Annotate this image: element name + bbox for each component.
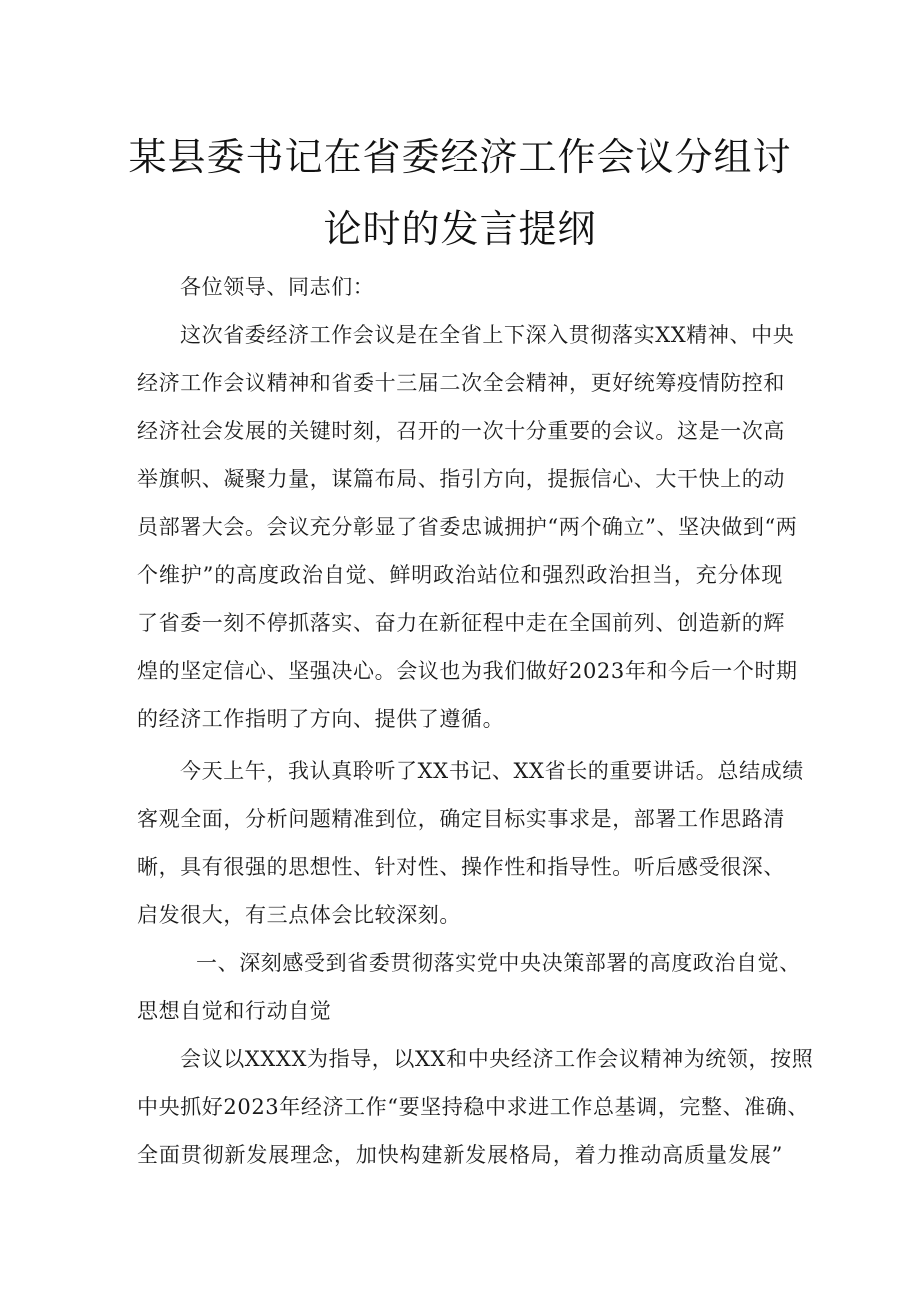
salutation: 各位领导、同志们： (180, 275, 375, 299)
document-title-line-2: 论时的发言提纲 (323, 207, 597, 251)
paragraph-line: 了省委一刻不停抓落实、奋力在新征程中走在全国前列、创造新的辉 (137, 611, 785, 635)
section-heading-line: 一、深刻感受到省委贯彻落实党中央决策部署的高度政治自觉、 (196, 951, 801, 975)
paragraph-line: 会议以XXXX为指导，以XX和中央经济工作会议精神为统领，按照 (180, 1047, 814, 1071)
paragraph-line: 煌的坚定信心、坚强决心。会议也为我们做好2023年和今后一个时期 (137, 659, 798, 683)
paragraph-line: 个维护”的高度政治自觉、鲜明政治站位和强烈政治担当，充分体现 (137, 563, 783, 587)
paragraph-line: 启发很大，有三点体会比较深刻。 (137, 903, 461, 927)
paragraph-line: 全面贯彻新发展理念，加快构建新发展格局，着力推动高质量发展” (137, 1143, 783, 1167)
paragraph-line: 的经济工作指明了方向、提供了遵循。 (137, 707, 505, 731)
section-heading-line: 思想自觉和行动自觉 (137, 999, 332, 1023)
paragraph-line: 员部署大会。会议充分彰显了省委忠诚拥护“两个确立”、坚决做到“两 (137, 515, 798, 539)
paragraph-line: 举旗帜、凝聚力量，谋篇布局、指引方向，提振信心、大干快上的动 (137, 467, 785, 491)
paragraph-line: 经济社会发展的关键时刻，召开的一次十分重要的会议。这是一次高 (137, 419, 785, 443)
paragraph-line: 中央抓好2023年经济工作“要坚持稳中求进工作总基调，完整、准确、 (137, 1095, 809, 1119)
paragraph-line: 客观全面，分析问题精准到位，确定目标实事求是，部署工作思路清 (137, 807, 785, 831)
document-title-line-1: 某县委书记在省委经济工作会议分组讨 (128, 135, 792, 179)
paragraph-line: 今天上午，我认真聆听了XX书记、XX省长的重要讲话。总结成绩 (180, 759, 804, 783)
paragraph-line: 这次省委经济工作会议是在全省上下深入贯彻落实XX精神、中央 (180, 323, 795, 347)
paragraph-line: 晰，具有很强的思想性、针对性、操作性和指导性。听后感受很深、 (137, 855, 785, 879)
paragraph-line: 经济工作会议精神和省委十三届二次全会精神，更好统筹疫情防控和 (137, 371, 785, 395)
